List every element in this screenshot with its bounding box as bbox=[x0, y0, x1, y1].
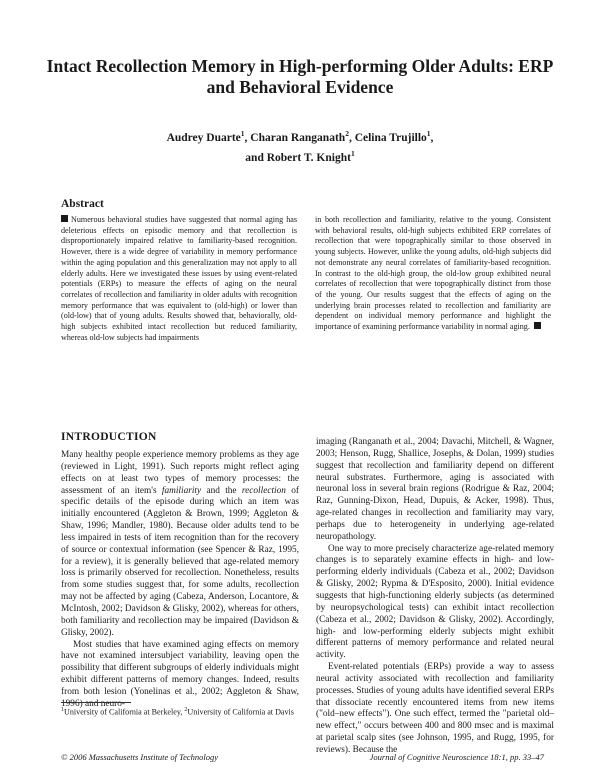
affiliation-footnote: $^1$University of California at Berkeley, $^2$University of California at Davis bbox=[61, 707, 294, 717]
author: and Robert T. Knight$^1$ bbox=[245, 148, 355, 164]
paragraph: Many healthy people experience memory problems as they age (reviewed in Light, 1991). Such reports might reflect aging effects on at least two types of memory processes: the assessment of an item's familiarity and the recollection of specific details of the episode during which an item was initially encountered (Aggleton & Brown, 1999; Aggleton & Shaw, 1996; Mandler, 1980). Because older adults tend to be less impaired in tests of item recognition than for the recovery of source or contextual information (see Spencer & Raz, 1995, for a review), it is generally believed that age-related memory loss is primarily observed for recollection. Nonetheless, results from some studies suggest that, for some adults, recollection may not be affected by aging (Cabeza, Anderson, Locantore, & McIntosh, 2002; Davidson & Glisky, 2002), whereas for others, both familiarity and recollection may be impaired (Davidson & Glisky, 2002). bbox=[61, 450, 299, 638]
paragraph: Event-related potentials (ERPs) provide a way to assess neural activity associated with recollection and familiarity processes. Studies of young adults have identified several ERPs that dissociate recently encountered items from new items ("old–new effects"). One such effect, termed the "parietal old–new effect," occurs between 400 and 800 msec and is maximal at parietal scalp sites (see Johnson, 1995, and Rugg, 1995, for reviews). Because the bbox=[316, 662, 554, 755]
author: Audrey Duarte$^1$, bbox=[166, 129, 251, 144]
paragraph: One way to more precisely characterize age-related memory changes is to separately examine effects in high- and low-performing elderly individuals (Cabeza et al., 2002; Davidson & Glisky, 2002; Rypma & D'Esposito, 2000). Initial evidence suggests that high-functioning elderly subjects (as determined by neuropsychological tests) can exhibit intact recollection (Cabeza et al., 2002; Davidson & Glisky, 2002). Accordingly, high- and low-performing elderly subjects might exhibit different patterns of memory performance and related neural activity. bbox=[316, 543, 554, 661]
abstract-text-left: Numerous behavioral studies have suggested that normal aging has deleterious effects on episodic memory and that recollection is disproportionately impaired relative to familiarity-based recognition. However, there is a wide degree of variability in memory performance within the aging population and this generalization may not apply to all elderly adults. Here we investigated these issues by using event-related potentials (ERPs) to measure the effects of aging on the neural correlates of recollection and familiarity in older adults with recognition memory performance that was equivalent to (old-high) or lower than (old-low) that of young adults. Results showed that, behaviorally, old-high subjects exhibited intact recollection but reduced familiarity, whereas old-low subjects had impairments bbox=[61, 215, 297, 342]
abstract-text-right: in both recollection and familiarity, relative to the young. Consistent with behavioral results, old-high subjects exhibited ERP correlates of recollection that were topographically similar to those observed in young subjects. However, unlike the young adults, old-high subjects did not demonstrate any neural correlates of familiarity-based recognition. In contrast to the old-high group, the old-low group exhibited neural correlates of recollection that were topographically distinct from those of the young. Our results suggest that the effects of aging on the underlying brain processes related to recollection and familiarity are dependent on individual memory performance and highlight the importance of examining performance variability in normal aging. bbox=[315, 215, 551, 332]
paper-title: Intact Recollection Memory in High-performing Older Adults: ERP and Behavioral Evidence bbox=[46, 56, 554, 97]
square-bullet-icon bbox=[61, 215, 68, 222]
body-column-left bbox=[61, 450, 299, 711]
paragraph: Most studies that have examined aging effects on memory have not examined intersubject variability, leaving open the possibility that different subgroups of elderly individuals might exhibit different patterns of memory changes. Indeed, results from both lesion (Yonelinas et al., 2002; Aggleton & Shaw, 1996) and neuro- bbox=[61, 639, 299, 709]
square-end-icon bbox=[534, 322, 541, 329]
footnote-divider bbox=[61, 702, 131, 703]
body-column-right bbox=[316, 437, 554, 757]
introduction-heading: INTRODUCTION bbox=[61, 431, 157, 443]
author: Celina Trujillo$^1$, bbox=[354, 129, 434, 144]
paragraph: imaging (Ranganath et al., 2004; Davachi, Mitchell, & Wagner, 2003; Henson, Rugg, Shallice, Josephs, & Dolan, 1999) studies suggest that recollection and familiarity depend on different neural substrates. Furthermore, aging is associated with neuronal loss in several brain regions (Rodrigue & Raz, 2004; Raz, Gunning-Dixon, Head, Dupuis, & Acker, 1998). Thus, age-related changes in recollection and familiarity may vary, perhaps due to heterogeneity in underlying age-related neuropathology. bbox=[316, 437, 554, 542]
copyright-footer: © 2006 Massachusetts Institute of Technology bbox=[61, 752, 219, 762]
author-list bbox=[60, 126, 540, 166]
abstract-heading: Abstract bbox=[61, 198, 104, 210]
journal-citation-footer: Journal of Cognitive Neuroscience 18:1, pp. 33–47 bbox=[369, 752, 544, 762]
author: Charan Ranganath$^2$, bbox=[250, 129, 355, 144]
